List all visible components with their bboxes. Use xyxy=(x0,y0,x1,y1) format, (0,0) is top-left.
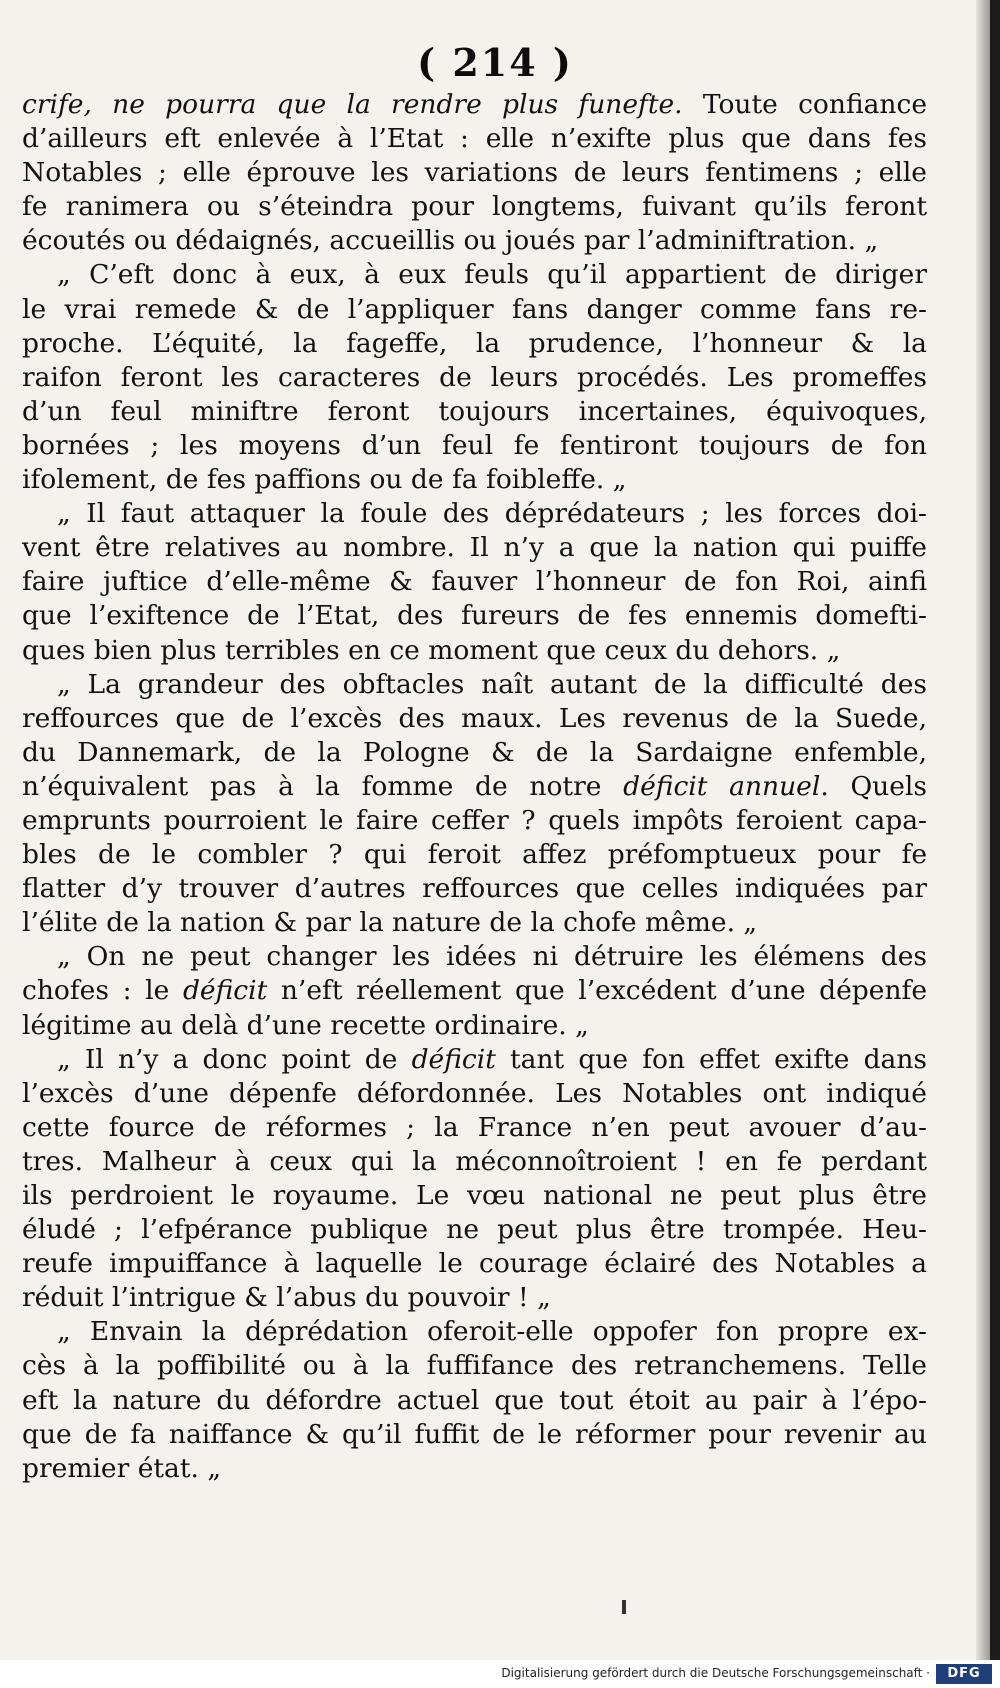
text-span: „ Envain la déprédation oferoit-elle oppofer fon propre ex- xyxy=(57,1316,927,1348)
text-line xyxy=(22,634,927,668)
text-line xyxy=(22,327,927,361)
text-line xyxy=(22,1384,927,1418)
text-span: Notables ; elle éprouve les variations de leurs fentimens ; elle xyxy=(22,157,927,189)
text-line xyxy=(22,395,927,429)
text-span: proche. L’équité, la fageffe, la prudence, l’honneur & la xyxy=(22,327,927,359)
text-span: eft la nature du défordre actuel que tout étoit au pair à l’épo- xyxy=(22,1384,927,1416)
text-span: tant que fon effet exifte dans xyxy=(495,1043,928,1075)
text-span: ils perdroient le royaume. Le vœu national ne peut plus être xyxy=(22,1180,927,1211)
italic-text-span: déficit annuel xyxy=(623,770,821,802)
text-line xyxy=(22,1418,927,1452)
italic-text-span: déficit xyxy=(411,1043,496,1075)
text-line xyxy=(22,497,927,531)
text-span: cès à la poffibilité ou à la fuffifance des retranchemens. Telle xyxy=(22,1350,927,1382)
text-span: d’un feul miniftre feront toujours incertaines, équivoques, xyxy=(22,395,927,427)
text-span: n’équivalent pas à la fomme de notre xyxy=(22,770,624,802)
text-line xyxy=(22,906,927,940)
text-line xyxy=(22,1179,927,1213)
text-line xyxy=(22,190,927,224)
text-span: que l’exiftence de l’Etat, des fureurs de fes ennemis domefti- xyxy=(22,600,927,632)
text-line xyxy=(22,838,927,872)
text-line xyxy=(22,1349,927,1383)
text-line xyxy=(22,1145,927,1179)
text-span: fe ranimera ou s’éteindra pour longtems, fuivant qu’ils feront xyxy=(22,191,927,223)
text-span: premier état. „ xyxy=(22,1452,222,1484)
italic-text-span: crife, ne pourra que la rendre plus funefte. xyxy=(22,89,683,120)
text-span: n’eft réellement que l’excédent d’une dépenfe xyxy=(267,975,928,1007)
text-line xyxy=(22,940,927,974)
text-span: écoutés ou dédaignés, accueillis ou joués par l’adminiftration. „ xyxy=(22,225,879,257)
text-line xyxy=(22,531,927,565)
text-line xyxy=(22,361,927,395)
text-line xyxy=(22,122,927,156)
text-span: vent être relatives au nombre. Il n’y a que la nation qui puiffe xyxy=(22,532,927,564)
text-line xyxy=(22,872,927,906)
text-line xyxy=(22,1213,927,1247)
text-line xyxy=(22,770,927,804)
page-edge-shadow xyxy=(976,0,990,1660)
text-span: tres. Malheur à ceux qui la méconnoîtroient ! en fe perdant xyxy=(22,1145,927,1177)
text-line xyxy=(22,599,927,633)
text-line xyxy=(22,429,927,463)
text-span: . Quels xyxy=(820,770,928,802)
text-span: ques bien plus terribles en ce moment que ceux du dehors. „ xyxy=(22,634,841,666)
text-span: emprunts pourroient le faire ceffer ? quels impôts feroient capa- xyxy=(22,804,927,836)
text-line xyxy=(22,565,927,599)
text-line xyxy=(22,1111,927,1145)
text-span: ifolement, de fes paffions ou de fa foibleffe. „ xyxy=(22,464,627,496)
text-span: légitime au delà d’une recette ordinaire. „ xyxy=(22,1009,589,1041)
text-span: reufe impuiffance à laquelle le courage éclairé des Notables a xyxy=(22,1248,927,1280)
dfg-logo: DFG xyxy=(936,1664,992,1684)
text-span: „ C’eft donc à eux, à eux feuls qu’il appartient de diriger xyxy=(57,259,927,291)
text-line xyxy=(22,88,927,122)
text-span: l’élite de la nation & par la nature de la chofe même. „ xyxy=(22,907,758,939)
text-line xyxy=(22,463,927,497)
text-span: que de fa naiffance & qu’il fuffit de le réformer pour revenir au xyxy=(22,1418,927,1450)
footer-bar xyxy=(0,1660,1000,1688)
text-span: reffources que de l’excès des maux. Les revenus de la Suede, xyxy=(22,702,927,734)
text-span: l’excès d’une dépenfe défordonnée. Les Notables ont indiqué xyxy=(22,1077,927,1109)
page-number: ( 214 ) xyxy=(417,40,573,85)
text-span: „ Il n’y a donc point de xyxy=(57,1043,412,1075)
italic-text-span: déficit xyxy=(182,975,268,1007)
text-span: faire juftice d’elle-même & fauver l’honneur de fon Roi, ainfi xyxy=(22,566,927,598)
text-line xyxy=(22,1315,927,1349)
text-line xyxy=(22,1077,927,1111)
text-span: bornées ; les moyens d’un feul fe fentiront toujours de fon xyxy=(22,429,927,461)
text-line xyxy=(22,668,927,702)
body-text xyxy=(22,88,927,1486)
text-span: cette fource de réformes ; la France n’en peut avouer d’au- xyxy=(22,1111,927,1143)
stray-ink-mark xyxy=(622,1600,626,1614)
text-line xyxy=(22,1043,927,1077)
text-span: du Dannemark, de la Pologne & de la Sardaigne enfemble, xyxy=(22,736,927,768)
text-line xyxy=(22,1009,927,1043)
digitization-credit: Digitalisierung gefördert durch die Deutsche Forschungsgemeinschaft · xyxy=(501,1666,930,1680)
text-line xyxy=(22,804,927,838)
text-line xyxy=(22,258,927,292)
text-line xyxy=(22,1247,927,1281)
text-span: raifon feront les caracteres de leurs procédés. Les promeffes xyxy=(22,361,927,393)
text-span: chofes : le xyxy=(22,975,183,1007)
text-line xyxy=(22,1452,927,1486)
text-span: „ Il faut attaquer la foule des déprédateurs ; les forces doi- xyxy=(57,498,927,530)
text-line xyxy=(22,702,927,736)
text-span: d’ailleurs eft enlevée à l’Etat : elle n’exifte plus que dans fes xyxy=(22,123,927,155)
text-span: réduit l’intrigue & l’abus du pouvoir ! „ xyxy=(22,1282,551,1314)
text-line xyxy=(22,293,927,327)
text-line xyxy=(22,1281,927,1315)
text-span: Toute confiance xyxy=(682,89,928,120)
text-line xyxy=(22,736,927,770)
text-span: bles de le combler ? qui feroit affez préfomptueux pour fe xyxy=(22,839,927,871)
text-span: „ On ne peut changer les idées ni détruire les élémens des xyxy=(57,941,927,973)
text-line xyxy=(22,974,927,1008)
text-line xyxy=(22,224,927,258)
text-span: flatter d’y trouver d’autres reffources que celles indiquées par xyxy=(22,873,927,905)
text-line xyxy=(22,156,927,190)
text-span: „ La grandeur des obftacles naît autant de la difficulté des xyxy=(57,668,927,700)
text-span: le vrai remede & de l’appliquer fans danger comme fans re- xyxy=(22,293,927,325)
text-span: éludé ; l’efpérance publique ne peut plus être trompée. Heu- xyxy=(22,1214,927,1246)
